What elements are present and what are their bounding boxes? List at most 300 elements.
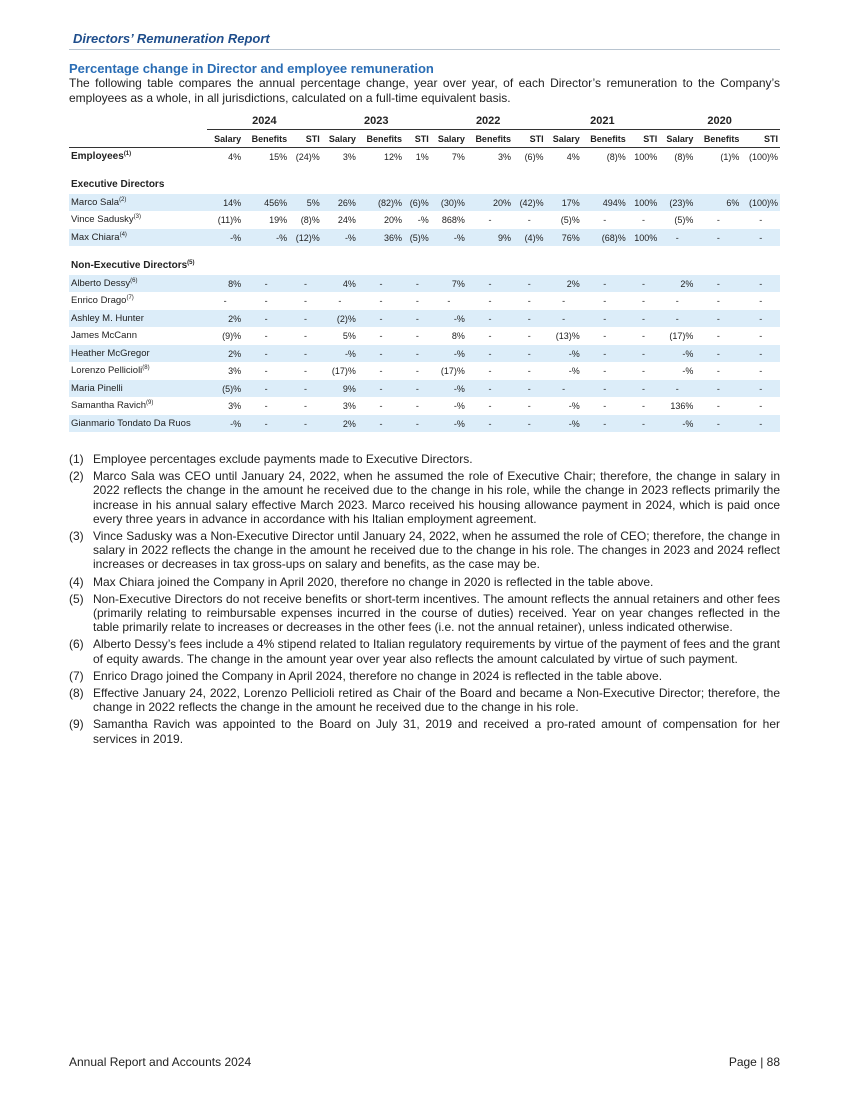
footnote-ref: (6) bbox=[130, 278, 138, 284]
table-row bbox=[69, 310, 780, 328]
value-cell: - bbox=[562, 295, 566, 306]
value-cell: - bbox=[659, 229, 695, 247]
value-cell: - bbox=[447, 295, 451, 306]
value-cell: 4% bbox=[566, 151, 580, 162]
value-cell: -% bbox=[207, 229, 243, 247]
value-cell: (17)% bbox=[669, 330, 694, 341]
footnote-ref: (4) bbox=[119, 232, 127, 238]
intro-paragraph: The following table compares the annual percentage change, year over year, of each Director’s remuneration to the Company’s employees as a whole, in all jurisdictions, calculated on a full-time equivalent basis. bbox=[69, 76, 780, 105]
row-label bbox=[69, 327, 207, 345]
row-label bbox=[69, 211, 207, 229]
page-heading: Percentage change in Director and employee remuneration bbox=[69, 61, 434, 76]
value-cell: 20% bbox=[467, 194, 513, 212]
value-cell: - bbox=[527, 330, 531, 341]
value-cell: - bbox=[659, 310, 695, 328]
value-cell: 36% bbox=[358, 229, 404, 247]
value-cell: - bbox=[628, 310, 659, 328]
value-cell: - bbox=[289, 380, 322, 398]
row-label bbox=[69, 194, 207, 212]
value-cell: - bbox=[641, 295, 645, 306]
value-cell: - bbox=[379, 295, 383, 306]
value-cell: - bbox=[243, 415, 289, 433]
footnote-text: Effective January 24, 2022, Lorenzo Pellicioli retired as Chair of the Board and became a Non-Executive Director; therefore, the change in 2022 reflects the change in the amount he received due to the change in his role. bbox=[93, 686, 780, 715]
value-cell: -% bbox=[659, 345, 695, 363]
row-label bbox=[69, 148, 207, 166]
column-header: Salary bbox=[431, 130, 467, 148]
table-row bbox=[69, 211, 780, 229]
value-cell: 5% bbox=[289, 194, 322, 212]
value-cell: 12% bbox=[383, 151, 402, 162]
footnote-number: (5) bbox=[69, 591, 84, 606]
value-cell: (5)% bbox=[560, 214, 580, 225]
footnote bbox=[69, 669, 780, 683]
value-cell: - bbox=[379, 365, 383, 376]
value-cell: -% bbox=[322, 229, 358, 247]
value-cell: (17)% bbox=[440, 365, 465, 376]
value-cell: (2)% bbox=[322, 310, 358, 328]
value-cell: - bbox=[695, 310, 741, 328]
value-cell: - bbox=[527, 365, 531, 376]
value-cell: - bbox=[415, 330, 419, 341]
value-cell: - bbox=[641, 365, 645, 376]
value-cell: -% bbox=[682, 365, 694, 376]
group-header-row bbox=[69, 175, 780, 194]
value-cell: 7% bbox=[431, 275, 467, 293]
value-cell: - bbox=[603, 400, 607, 411]
value-cell: - bbox=[695, 380, 741, 398]
footnote-text: Alberto Dessy’s fees include a 4% stipend related to Italian regulatory requirements by virtue of the payment of fees and the grant of equity awards. The change in the amount year over year also reflects the amount calculated by virtue of such payment. bbox=[93, 637, 780, 666]
footnote-text: Employee percentages exclude payments made to Executive Directors. bbox=[93, 452, 473, 466]
table-row bbox=[69, 415, 780, 433]
value-cell: (5)% bbox=[207, 380, 243, 398]
value-cell: 5% bbox=[342, 330, 356, 341]
value-cell: - bbox=[467, 345, 513, 363]
director-name: Heather McGregor bbox=[71, 348, 150, 359]
footnote-text: Samantha Ravich was appointed to the Board on July 31, 2019 and received a pro-rated amount of compensation for her services in 2019. bbox=[93, 717, 780, 746]
value-cell: - bbox=[415, 365, 419, 376]
footnote-ref: (7) bbox=[126, 295, 134, 301]
value-cell: (9)% bbox=[222, 330, 242, 341]
year-header: 2022 bbox=[431, 112, 546, 130]
value-cell: - bbox=[467, 380, 513, 398]
value-cell: (5)% bbox=[404, 229, 431, 247]
value-cell: - bbox=[513, 275, 546, 293]
value-cell: -% bbox=[568, 400, 580, 411]
footnote-ref: (9) bbox=[145, 400, 154, 406]
footnote-text: Max Chiara joined the Company in April 2020, therefore no change in 2020 is reflected in the table above. bbox=[93, 574, 654, 589]
value-cell: - bbox=[289, 415, 322, 433]
footnote-ref: (3) bbox=[133, 214, 142, 220]
table-row bbox=[69, 345, 780, 363]
footnote-ref: (5) bbox=[187, 259, 195, 266]
group-header-row bbox=[69, 256, 780, 275]
column-header: Benefits bbox=[695, 130, 741, 148]
value-cell: - bbox=[488, 365, 492, 376]
value-cell: - bbox=[289, 310, 322, 328]
value-cell: -% bbox=[431, 345, 467, 363]
value-cell: - bbox=[695, 345, 741, 363]
value-cell: - bbox=[716, 214, 720, 225]
value-cell: 136% bbox=[670, 400, 694, 411]
value-cell: (11)% bbox=[217, 214, 242, 225]
value-cell: - bbox=[659, 380, 695, 398]
remuneration-table bbox=[69, 112, 780, 432]
footnote bbox=[69, 686, 780, 714]
value-cell: 2% bbox=[207, 310, 243, 328]
value-cell: - bbox=[741, 380, 780, 398]
director-name: Enrico Drago bbox=[71, 295, 127, 306]
column-header: Salary bbox=[322, 130, 358, 148]
value-cell: (68)% bbox=[582, 229, 628, 247]
value-cell: -% bbox=[431, 229, 467, 247]
footnote bbox=[69, 592, 780, 635]
value-cell: - bbox=[527, 400, 531, 411]
value-cell: - bbox=[404, 380, 431, 398]
value-cell: - bbox=[759, 400, 763, 411]
table-row bbox=[69, 362, 780, 380]
value-cell: (17)% bbox=[331, 365, 356, 376]
footnote-number: (7) bbox=[69, 668, 84, 683]
value-cell: - bbox=[741, 345, 780, 363]
value-cell: 2% bbox=[659, 275, 695, 293]
value-cell: 2% bbox=[322, 415, 358, 433]
value-cell: - bbox=[358, 310, 404, 328]
value-cell: - bbox=[243, 345, 289, 363]
footnote-number: (4) bbox=[69, 574, 84, 589]
column-header: Salary bbox=[546, 130, 582, 148]
value-cell: - bbox=[603, 365, 607, 376]
director-name: James McCann bbox=[71, 330, 137, 341]
value-cell: -% bbox=[207, 415, 243, 433]
director-name: Marco Sala bbox=[71, 197, 120, 208]
value-cell: -% bbox=[243, 229, 289, 247]
director-name: Alberto Dessy bbox=[71, 278, 131, 289]
value-cell: 17% bbox=[546, 194, 582, 212]
value-cell: - bbox=[404, 310, 431, 328]
value-cell: 8% bbox=[207, 275, 243, 293]
section-header: Directors’ Remuneration Report bbox=[73, 31, 270, 46]
value-cell: - bbox=[628, 415, 659, 433]
value-cell: - bbox=[716, 400, 720, 411]
value-cell: 26% bbox=[322, 194, 358, 212]
value-cell: - bbox=[243, 380, 289, 398]
value-cell: 7% bbox=[451, 151, 465, 162]
value-cell: 3% bbox=[342, 151, 356, 162]
column-header: Benefits bbox=[582, 130, 628, 148]
value-cell: - bbox=[628, 275, 659, 293]
value-cell: - bbox=[603, 330, 607, 341]
footnote-number: (2) bbox=[69, 469, 84, 484]
value-cell: - bbox=[303, 295, 307, 306]
value-cell: -% bbox=[659, 415, 695, 433]
value-cell: - bbox=[641, 330, 645, 341]
table-row bbox=[69, 397, 780, 415]
value-cell: - bbox=[513, 310, 546, 328]
value-cell: 76% bbox=[546, 229, 582, 247]
year-header: 2023 bbox=[322, 112, 431, 130]
value-cell: - bbox=[379, 330, 383, 341]
footnote-text: Enrico Drago joined the Company in April 2024, therefore no change in 2024 is reflected in the table above. bbox=[93, 668, 663, 683]
column-header: STI bbox=[741, 130, 780, 148]
director-name: Max Chiara bbox=[71, 232, 120, 243]
value-cell: - bbox=[488, 330, 492, 341]
value-cell: 3% bbox=[228, 400, 242, 411]
value-cell: - bbox=[264, 295, 268, 306]
column-header: Benefits bbox=[358, 130, 404, 148]
corner-cell bbox=[69, 112, 207, 130]
value-cell: 494% bbox=[582, 194, 628, 212]
value-cell: - bbox=[488, 400, 492, 411]
value-cell: 6% bbox=[695, 194, 741, 212]
value-cell: - bbox=[358, 345, 404, 363]
value-cell: (1)% bbox=[720, 151, 740, 162]
value-cell: - bbox=[358, 380, 404, 398]
value-cell: - bbox=[759, 365, 763, 376]
value-cell: - bbox=[358, 275, 404, 293]
value-cell: - bbox=[582, 310, 628, 328]
value-cell: - bbox=[467, 310, 513, 328]
value-cell: 100% bbox=[634, 151, 658, 162]
value-cell: 4% bbox=[322, 275, 358, 293]
value-cell: 1% bbox=[415, 151, 429, 162]
value-cell: - bbox=[415, 295, 419, 306]
value-cell: - bbox=[303, 400, 307, 411]
value-cell: - bbox=[264, 365, 268, 376]
year-header: 2020 bbox=[659, 112, 780, 130]
footnote-text: Non-Executive Directors do not receive benefits or short-term incentives. The amount reflects the annual retainers and other fees (primarily relating to reimbursable expenses incurred in the course of duties) received. Year on year changes reflected in the table primarily relate to increases or decreases in the other fees (i.e. not the annual retainer), unless indicated otherwise. bbox=[93, 591, 780, 635]
value-cell: -% bbox=[546, 345, 582, 363]
value-cell: 9% bbox=[322, 380, 358, 398]
director-name: Maria Pinelli bbox=[71, 383, 123, 394]
row-label bbox=[69, 310, 207, 328]
value-cell: 3% bbox=[228, 365, 242, 376]
value-cell: - bbox=[759, 295, 763, 306]
footnote-text: Vince Sadusky was a Non-Executive Director until January 24, 2022, when he assumed the role of CEO; therefore, the change in salary in 2022 reflects the change in the amount he received due to the change in his role. The changes in 2023 and 2024 reflect increases or decreases in tax gross-ups on salary and benefits, as the case may be. bbox=[93, 529, 780, 572]
column-header: Salary bbox=[659, 130, 695, 148]
value-cell: 100% bbox=[628, 194, 659, 212]
value-cell: - bbox=[243, 275, 289, 293]
spacer-row bbox=[69, 165, 780, 175]
row-label bbox=[69, 380, 207, 398]
footnote bbox=[69, 529, 780, 572]
value-cell: - bbox=[582, 380, 628, 398]
column-header: Benefits bbox=[243, 130, 289, 148]
footnote-number: (1) bbox=[69, 452, 84, 466]
value-cell: - bbox=[716, 295, 720, 306]
table-row bbox=[69, 275, 780, 293]
column-header: Benefits bbox=[467, 130, 513, 148]
value-cell: - bbox=[716, 365, 720, 376]
year-header: 2021 bbox=[546, 112, 660, 130]
column-header: STI bbox=[628, 130, 659, 148]
value-cell: (6)% bbox=[404, 194, 431, 212]
director-name: Samantha Ravich bbox=[71, 400, 146, 411]
director-name: Lorenzo Pellicioli bbox=[71, 365, 143, 376]
value-cell: - bbox=[675, 295, 679, 306]
table-row bbox=[69, 194, 780, 212]
row-label bbox=[69, 397, 207, 415]
corner-cell bbox=[69, 130, 207, 148]
footnote-number: (9) bbox=[69, 717, 84, 732]
value-cell: (5)% bbox=[674, 214, 694, 225]
group-label: Executive Directors bbox=[71, 178, 165, 190]
value-cell: - bbox=[741, 275, 780, 293]
value-cell: 24% bbox=[337, 214, 356, 225]
value-cell: - bbox=[695, 229, 741, 247]
value-cell: - bbox=[338, 295, 342, 306]
table-row bbox=[69, 292, 780, 310]
value-cell: -% bbox=[322, 345, 358, 363]
value-cell: - bbox=[695, 415, 741, 433]
value-cell: - bbox=[641, 400, 645, 411]
value-cell: (8)% bbox=[300, 214, 320, 225]
footnote-number: (6) bbox=[69, 637, 84, 652]
value-cell: - bbox=[741, 310, 780, 328]
value-cell: - bbox=[223, 295, 227, 306]
value-cell: (82)% bbox=[358, 194, 404, 212]
value-cell: -% bbox=[546, 415, 582, 433]
value-cell: -% bbox=[453, 400, 465, 411]
value-cell: - bbox=[716, 330, 720, 341]
value-cell: (24)% bbox=[295, 151, 320, 162]
value-cell: - bbox=[741, 229, 780, 247]
value-cell: (4)% bbox=[513, 229, 546, 247]
value-cell: - bbox=[546, 310, 582, 328]
column-header: STI bbox=[289, 130, 322, 148]
value-cell: - bbox=[582, 345, 628, 363]
value-cell: - bbox=[488, 295, 492, 306]
value-cell: 3% bbox=[342, 400, 356, 411]
row-label bbox=[69, 345, 207, 363]
value-cell: -% bbox=[431, 380, 467, 398]
value-cell: - bbox=[603, 295, 607, 306]
row-label bbox=[69, 292, 207, 310]
footnote-number: (3) bbox=[69, 529, 84, 544]
value-cell: 19% bbox=[269, 214, 288, 225]
value-cell: - bbox=[404, 415, 431, 433]
footnote-ref: (8) bbox=[142, 365, 150, 371]
value-cell: - bbox=[641, 214, 645, 225]
section-divider bbox=[69, 49, 780, 50]
value-cell: -% bbox=[417, 214, 429, 225]
value-cell: 456% bbox=[243, 194, 289, 212]
footnotes bbox=[69, 452, 780, 749]
value-cell: 8% bbox=[451, 330, 465, 341]
table-row bbox=[69, 380, 780, 398]
value-cell: 868% bbox=[441, 214, 465, 225]
value-cell: - bbox=[467, 275, 513, 293]
footnote bbox=[69, 717, 780, 745]
value-cell: - bbox=[628, 380, 659, 398]
table-row bbox=[69, 327, 780, 345]
value-cell: (100)% bbox=[748, 151, 778, 162]
footer-report-title: Annual Report and Accounts 2024 bbox=[69, 1055, 252, 1069]
table-row bbox=[69, 148, 780, 166]
value-cell: - bbox=[264, 400, 268, 411]
column-header: STI bbox=[404, 130, 431, 148]
value-cell: - bbox=[759, 214, 763, 225]
value-cell: 9% bbox=[467, 229, 513, 247]
value-cell: 3% bbox=[497, 151, 511, 162]
column-header: STI bbox=[513, 130, 546, 148]
footer-page-number: Page | 88 bbox=[728, 1055, 780, 1069]
value-cell: - bbox=[582, 275, 628, 293]
value-cell: - bbox=[404, 345, 431, 363]
value-cell: (30)% bbox=[431, 194, 467, 212]
value-cell: (42)% bbox=[513, 194, 546, 212]
value-cell: - bbox=[404, 275, 431, 293]
value-cell: - bbox=[467, 415, 513, 433]
value-cell: - bbox=[379, 400, 383, 411]
footnote-ref: (1) bbox=[123, 151, 132, 157]
value-cell: - bbox=[603, 214, 607, 225]
subheader-row bbox=[69, 130, 780, 148]
value-cell: - bbox=[527, 295, 531, 306]
value-cell: (12)% bbox=[289, 229, 322, 247]
value-cell: 100% bbox=[628, 229, 659, 247]
value-cell: - bbox=[264, 330, 268, 341]
footnote bbox=[69, 452, 780, 466]
value-cell: - bbox=[695, 275, 741, 293]
value-cell: (23)% bbox=[659, 194, 695, 212]
value-cell: (100)% bbox=[741, 194, 780, 212]
row-label bbox=[69, 229, 207, 247]
value-cell: - bbox=[289, 345, 322, 363]
table-row bbox=[69, 229, 780, 247]
row-label bbox=[69, 415, 207, 433]
value-cell: (8)% bbox=[674, 151, 694, 162]
row-label bbox=[69, 362, 207, 380]
value-cell: (13)% bbox=[555, 330, 580, 341]
year-header: 2024 bbox=[207, 112, 322, 130]
value-cell: - bbox=[513, 380, 546, 398]
director-name: Ashley M. Hunter bbox=[71, 313, 144, 324]
director-name: Employees bbox=[71, 151, 124, 162]
value-cell: - bbox=[488, 214, 492, 225]
value-cell: - bbox=[513, 415, 546, 433]
footnote-ref: (2) bbox=[119, 197, 127, 203]
value-cell: - bbox=[759, 330, 763, 341]
value-cell: 2% bbox=[546, 275, 582, 293]
value-cell: - bbox=[289, 275, 322, 293]
value-cell: -% bbox=[431, 310, 467, 328]
value-cell: 4% bbox=[228, 151, 242, 162]
value-cell: - bbox=[358, 415, 404, 433]
row-label bbox=[69, 275, 207, 293]
value-cell: - bbox=[303, 330, 307, 341]
value-cell: - bbox=[415, 400, 419, 411]
value-cell: 14% bbox=[207, 194, 243, 212]
value-cell: 20% bbox=[383, 214, 402, 225]
footnote bbox=[69, 575, 780, 589]
value-cell: 15% bbox=[269, 151, 288, 162]
value-cell: - bbox=[527, 214, 531, 225]
value-cell: (6)% bbox=[524, 151, 544, 162]
column-header: Salary bbox=[207, 130, 243, 148]
group-label: Non-Executive Directors$^{(5)}$ bbox=[71, 259, 195, 271]
value-cell: (8)% bbox=[606, 151, 626, 162]
spacer-row bbox=[69, 246, 780, 256]
value-cell: - bbox=[546, 380, 582, 398]
footnote bbox=[69, 637, 780, 665]
value-cell: - bbox=[582, 415, 628, 433]
director-name: Gianmario Tondato Da Ruos bbox=[71, 418, 191, 429]
value-cell: - bbox=[513, 345, 546, 363]
value-cell: - bbox=[243, 310, 289, 328]
footnote-number: (8) bbox=[69, 686, 84, 701]
year-header-row bbox=[69, 112, 780, 130]
value-cell: - bbox=[741, 415, 780, 433]
